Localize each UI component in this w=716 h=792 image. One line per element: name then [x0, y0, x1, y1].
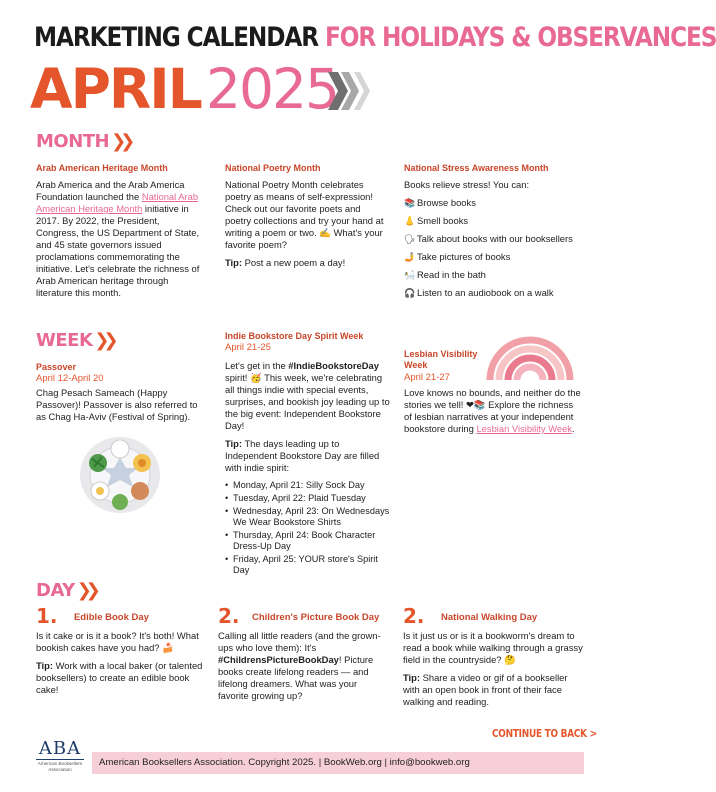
hashtag: #IndieBookstoreDay	[288, 360, 379, 371]
selfie-icon: 🤳	[404, 252, 416, 262]
continue-to-back-link[interactable]: CONTINUE TO BACK >	[492, 728, 597, 740]
logo-letters: ABA	[38, 738, 82, 759]
event-date: April 21-25	[225, 342, 271, 353]
tip-label: Tip:	[225, 257, 243, 268]
header-title-pink: FOR HOLIDAYS & OBSERVANCES	[324, 22, 716, 53]
stress-list-text: Browse books	[417, 197, 476, 208]
chevrons-icon	[328, 72, 372, 110]
headphones-icon: 🎧	[404, 288, 416, 298]
stress-list-item	[404, 269, 580, 281]
month-name: APRIL	[30, 57, 201, 121]
event-title: Lesbian Visibility Week	[404, 349, 478, 370]
month-col-stress	[404, 163, 580, 305]
day-section-label	[36, 580, 95, 601]
event-title: Passover	[36, 362, 77, 372]
day-col-picture-book	[218, 604, 388, 702]
event-body: Chag Pesach Sameach (Happy Passover)! Passover is also referred to as Chag Ha-Aviv (Festival of Spring).	[36, 387, 198, 422]
event-body	[36, 179, 200, 299]
tip-label: Tip:	[36, 660, 54, 671]
event-body	[218, 630, 388, 702]
stress-list-item	[404, 233, 580, 245]
hashtag: #ChildrensPictureBookDay	[218, 654, 339, 665]
stress-list-item	[404, 251, 580, 263]
body-text: .	[572, 423, 575, 434]
day-col-edible-book	[36, 604, 206, 702]
event-body	[404, 179, 580, 299]
tip-text: Share a video or gif of a bookseller with an open book in front of their face walking and reading.	[403, 672, 568, 707]
tip-text: Post a new poem a day!	[242, 257, 346, 268]
body-text: initiative in 2017. By 2022, the President, Congress, the US Department of State, and 45 state governors issued proclamations commemorating the initiative. Let's celebrate the richness of Arab American heritage through literature this month.	[36, 203, 200, 298]
stress-list-item	[404, 197, 580, 209]
stress-list-item	[404, 215, 580, 227]
week-label-text: WEEK	[36, 330, 93, 351]
chevron-right-icon: ❯❯	[76, 580, 95, 601]
tip-label: Tip:	[403, 672, 421, 683]
body-text: Is it cake or is it a book? It's both! What bookish cakes have you had? 🍰	[36, 630, 199, 653]
day-label-text: DAY	[36, 580, 75, 601]
week-col-lesbian-visibility	[404, 349, 582, 435]
spirit-day-item: • Thursday, April 24: Book Character Dress-Up Day	[225, 530, 391, 552]
heritage-month-link[interactable]: National Arab American Heritage Month	[36, 191, 199, 214]
logo-subtitle-2: Association	[48, 767, 72, 772]
tip-label: Tip:	[225, 438, 243, 449]
stress-list-text: Talk about books with our booksellers	[417, 233, 573, 244]
aba-logo	[32, 740, 88, 773]
month-col-poetry	[225, 163, 389, 275]
day-number: 2.	[218, 604, 240, 628]
event-title: National Stress Awareness Month	[404, 163, 549, 173]
footer-text: American Booksellers Association. Copyright 2025. | BookWeb.org | info@bookweb.org	[99, 757, 470, 768]
logo-subtitle-1: American Booksellers	[37, 761, 83, 766]
spirit-day-item: • Wednesday, April 23: On Wednesdays We Wear Bookstore Shirts	[225, 506, 391, 528]
spirit-day-item: • Friday, April 25: YOUR store's Spirit Day	[225, 554, 391, 576]
body-text: spirit! 🥳 This week, we're celebrating all things indie with special events, surprises, and bookish joy leading up to the big event: Independent Bookstore Day!	[225, 372, 390, 431]
body-text: ! Picture books create lifelong readers — and lifelong dreamers. What was your favorite growing up?	[218, 654, 374, 701]
chevron-right-icon: ❯❯	[94, 330, 113, 351]
tip-text: The days leading up to Independent Bookstore Day are filled with indie spirit:	[225, 438, 380, 473]
week-col-indie-bookstore	[225, 331, 391, 578]
stress-list-text: Listen to an audiobook on a walk	[417, 287, 554, 298]
body-text: Is it just us or is it a bookworm's dream to read a book while walking through a grassy field in the countryside? 🤔	[403, 630, 583, 665]
header-title	[34, 22, 716, 53]
books-icon: 📚	[404, 198, 416, 208]
logo-divider	[36, 759, 84, 760]
tip-text: Work with a local baker (or talented booksellers) to create an edible book cake!	[36, 660, 203, 695]
event-body	[225, 179, 389, 269]
body-text: National Poetry Month celebrates poetry as means of self-expression! Check out our favorite poets and poetry collections and try your hand at writing a poem or two. ✍ What's your favorite poem?	[225, 179, 384, 250]
spirit-days-list	[225, 480, 391, 576]
event-body	[36, 630, 206, 696]
stress-list-text: Smell books	[417, 215, 469, 226]
event-title: Indie Bookstore Day Spirit Week	[225, 331, 364, 341]
chevron-right-icon: ❯❯	[111, 131, 130, 152]
event-title: Children's Picture Book Day	[251, 612, 380, 623]
event-date: April 21-27	[404, 372, 450, 383]
year: 2025	[206, 57, 338, 121]
event-title: Edible Book Day	[73, 612, 149, 623]
week-col-passover	[36, 362, 200, 423]
seder-plate-icon	[78, 435, 162, 515]
month-section-label	[36, 131, 129, 152]
nose-icon: 👃	[404, 216, 416, 226]
stress-list	[404, 197, 580, 299]
bath-icon: 🛀	[404, 270, 416, 280]
week-section-label	[36, 330, 113, 351]
event-body	[225, 360, 391, 576]
body-text: Let's get in the	[225, 360, 289, 371]
body-text: Calling all little readers (and the grown-ups who love them): It's	[218, 630, 381, 653]
month-label-text: MONTH	[36, 131, 110, 152]
day-number: 2.	[403, 604, 425, 628]
stress-list-text: Take pictures of books	[417, 251, 511, 262]
day-col-walking	[403, 604, 583, 714]
month-col-arab-american	[36, 163, 200, 299]
lesbian-visibility-link[interactable]: Lesbian Visibility Week	[476, 423, 572, 434]
header-title-dark: MARKETING CALENDAR	[34, 22, 318, 53]
event-body	[403, 630, 583, 708]
spirit-day-item: • Tuesday, April 22: Plaid Tuesday	[225, 493, 391, 504]
speaking-head-icon: 🗣	[404, 234, 416, 244]
event-title: Arab American Heritage Month	[36, 163, 168, 173]
event-title: National Poetry Month	[225, 163, 321, 173]
event-date: April 12-April 20	[36, 373, 104, 384]
spirit-day-item: • Monday, April 21: Silly Sock Day	[225, 480, 391, 491]
body-text: Books relieve stress! You can:	[404, 179, 530, 190]
day-number: 1.	[36, 604, 58, 628]
event-body	[404, 387, 582, 435]
stress-list-item	[404, 287, 580, 299]
body-text: Arab America and the Arab America Foundation launched the	[36, 179, 185, 202]
body-text: Love knows no bounds, and neither do the stories we tell! ❤📚 Explore the richness of lesbian narratives at your independent bookstore during	[404, 387, 581, 434]
stress-list-text: Read in the bath	[417, 269, 486, 280]
event-title: National Walking Day	[440, 612, 538, 623]
